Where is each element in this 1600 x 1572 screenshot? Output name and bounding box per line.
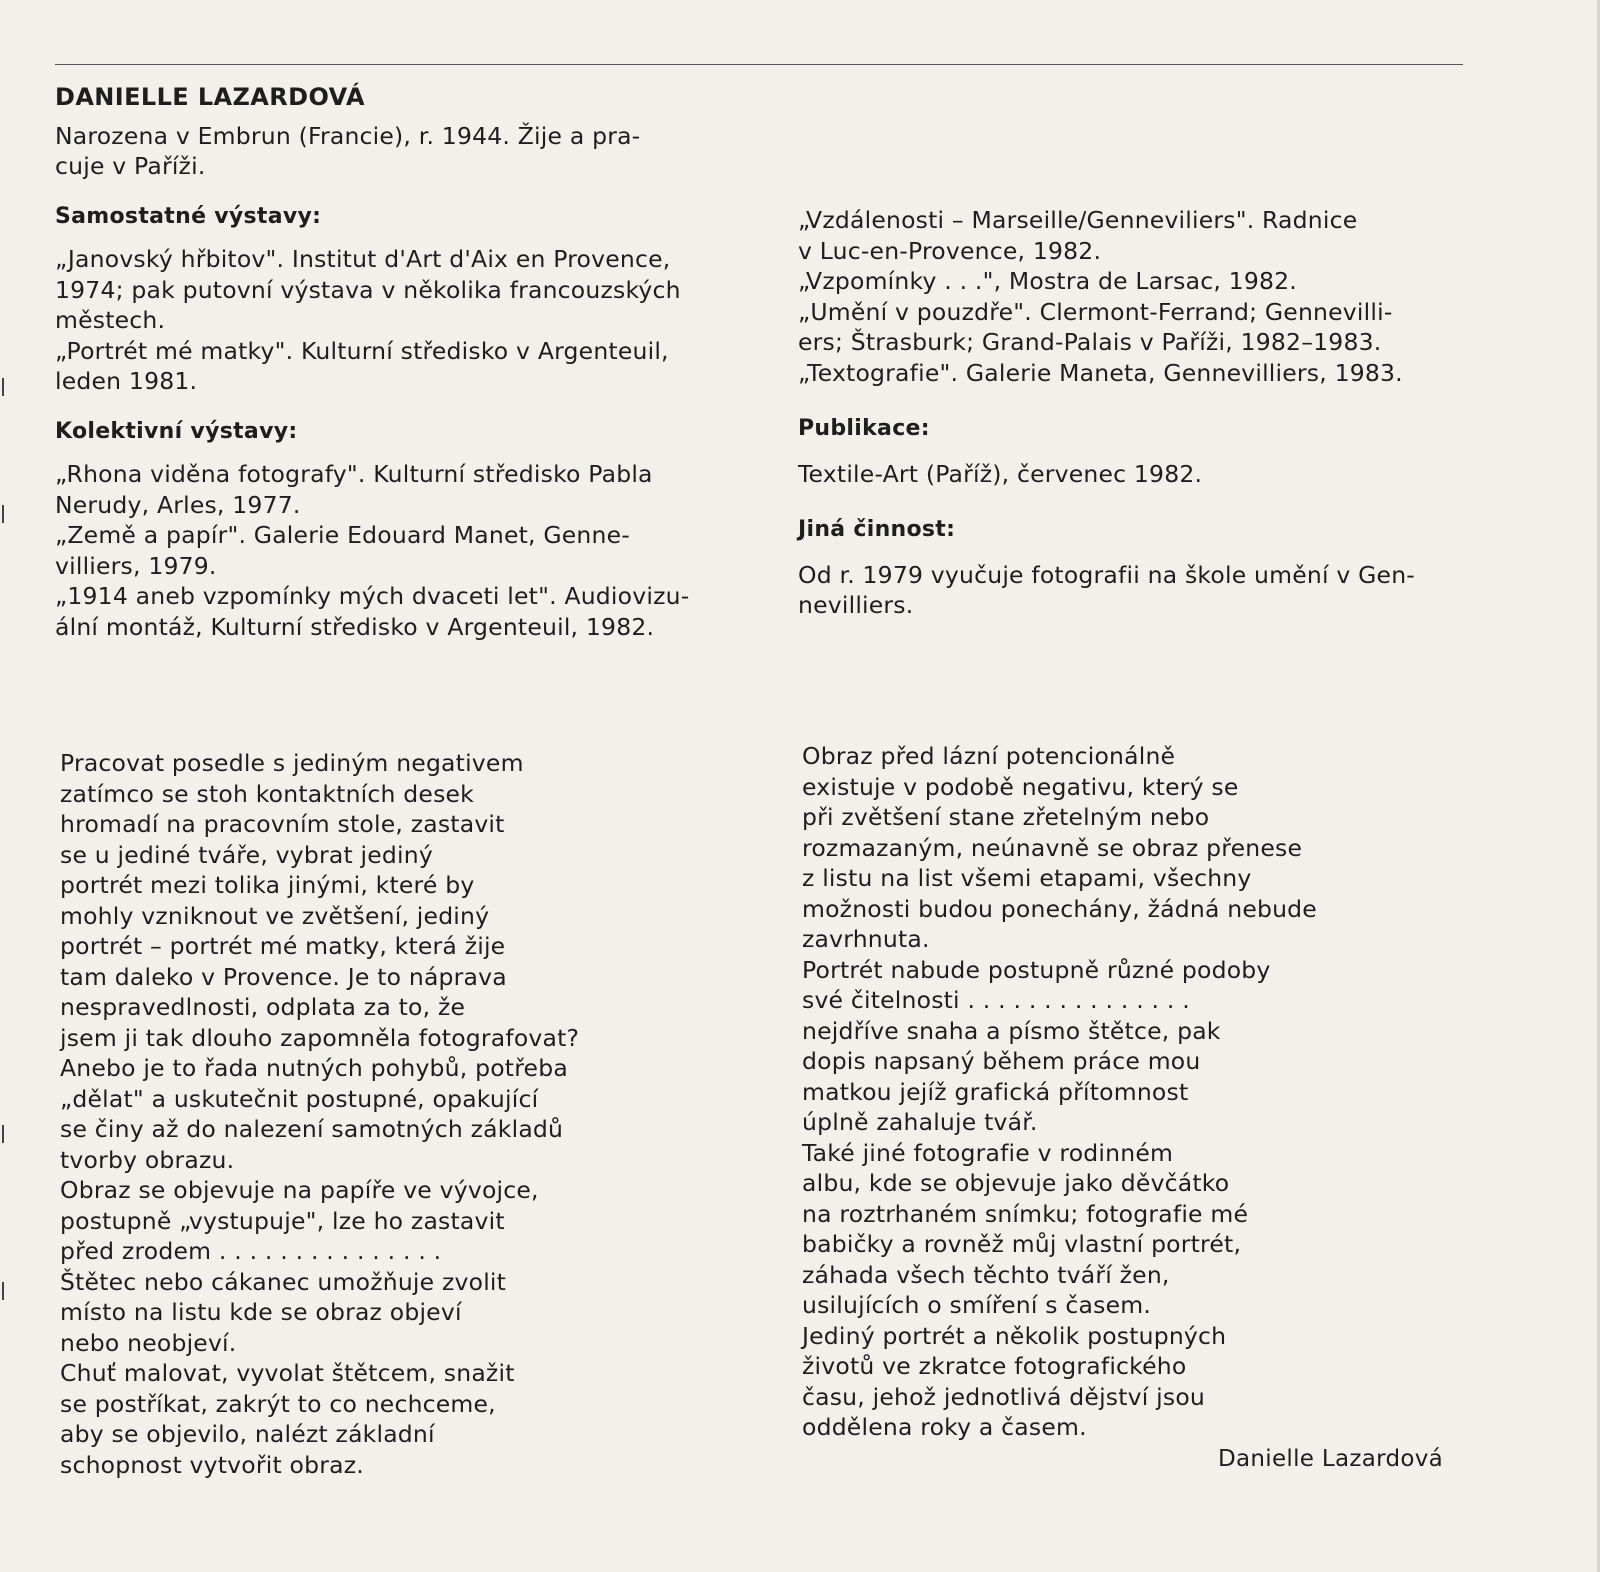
artist-name: DANIELLE LAZARDOVÁ [55,83,365,111]
bio-line: Narozena v Embrun (Francie), r. 1944. Žije a pra- [55,121,641,150]
top-rule [55,64,1463,65]
list-item: „Vzdálenosti – Marseille/Genneviliers". Radnice [798,206,1358,234]
binding-mark [2,1282,4,1300]
essay-line: rozmazaným, neúnavně se obraz přenese [802,833,1303,862]
solo-exhibitions-heading: Samostatné výstavy: [55,203,322,229]
essay-line: Pracovat posedle s jediným negativem [60,749,524,777]
essay-line: se u jediné tváře, vybrat jediný [60,840,433,869]
essay-line: portrét mezi tolika jinými, které by [60,871,475,899]
list-item: nevilliers. [798,591,914,619]
bio-line: cuje v Paříži. [55,152,206,180]
essay-line: Anebo je to řada nutných pohybů, potřeba [60,1054,568,1082]
other-activity-heading: Jiná činnost: [798,517,956,542]
list-item: „Země a papír". Galerie Edouard Manet, Genne- [55,521,630,549]
essay-line: schopnost vytvořit obraz. [60,1450,364,1479]
essay-line: Štětec nebo cákanec umožňuje zvolit [60,1267,507,1296]
list-item: v Luc-en-Provence, 1982. [798,236,1102,265]
essay-line: se činy až do nalezení samotných základů [60,1115,564,1143]
binding-mark [2,505,4,523]
essay-line: zavrhnuta. [802,925,930,953]
essay-line: nejdříve snaha a písmo štětce, pak [802,1016,1221,1045]
essay-line: existuje v podobě negativu, který se [802,772,1239,801]
list-item: „Janovský hřbitov". Institut d'Art d'Aix en Provence, [55,245,671,273]
list-item: Textile-Art (Paříž), červenec 1982. [798,459,1203,488]
signature: Danielle Lazardová [1218,1446,1444,1472]
group-exhibitions-list [55,459,727,642]
group-exhibitions-continued [798,205,1468,388]
essay-line: oddělena roky a časem. [802,1413,1087,1441]
essay-line: jsem ji tak dlouho zapomněla fotografovat? [60,1023,580,1052]
essay-line: úplně zahaluje tvář. [802,1108,1038,1136]
essay-line: z listu na list všemi etapami, všechny [802,864,1252,892]
essay-line: na roztrhaném snímku; fotografie mé [802,1199,1249,1228]
other-activity-text [798,560,1468,621]
essay-right-column [802,741,1502,1443]
group-exhibitions-heading: Kolektivní výstavy: [55,418,298,444]
list-item: „Umění v pouzdře". Clermont-Ferrand; Gennevilli- [798,297,1393,326]
essay-line: dopis napsaný během práce mou [802,1047,1201,1075]
essay-line: babičky a rovněž můj vlastní portrét, [802,1230,1242,1258]
essay-line: nespravedlnosti, odplata za to, že [60,993,466,1021]
list-item: ální montáž, Kulturní středisko v Argenteuil, 1982. [55,612,655,641]
essay-line: možnosti budou ponechány, žádná nebude [802,894,1317,923]
publications-list [798,459,1468,490]
essay-line: záhada všech těchto tváří žen, [802,1260,1170,1289]
essay-line: životů ve zkratce fotografického [802,1352,1187,1380]
essay-line: zatímco se stoh kontaktních desek [60,779,474,808]
binding-mark [2,1125,4,1143]
list-item: villiers, 1979. [55,551,217,580]
essay-line: tam daleko v Provence. Je to náprava [60,962,507,991]
binding-mark [2,378,4,396]
list-item: 1974; pak putovní výstava v několika francouzských [55,275,681,304]
essay-line: Obraz před lázní potencionálně [802,742,1176,770]
list-item: „1914 aneb vzpomínky mých dvaceti let". Audiovizu- [55,582,690,610]
biography-right-column [798,205,1468,621]
list-item: Od r. 1979 vyučuje fotografii na škole umění v Gen- [798,560,1415,589]
essay-line: před zrodem . . . . . . . . . . . . . . . [60,1237,442,1265]
essay-line: své čitelnosti . . . . . . . . . . . . . . . [802,986,1190,1014]
bio [55,121,727,182]
essay-line: Portrét nabude postupně různé podoby [802,955,1271,984]
essay-line: Jediný portrét a několik postupných [802,1321,1227,1350]
essay-line: Také jiné fotografie v rodinném [802,1138,1174,1167]
list-item: „Vzpomínky . . .", Mostra de Larsac, 1982. [798,267,1297,295]
essay-line: místo na listu kde se obraz objeví [60,1298,462,1326]
list-item: leden 1981. [55,367,198,395]
solo-exhibitions-list [55,244,727,397]
essay-line: albu, kde se objevuje jako děvčátko [802,1169,1230,1197]
list-item: „Rhona viděna fotografy". Kulturní středisko Pabla [55,460,653,488]
biography-left-column [55,82,727,642]
list-item: ers; Štrasburk; Grand-Palais v Paříži, 1982–1983. [798,328,1382,356]
list-item: „Portrét mé matky". Kulturní středisko v Argenteuil, [55,336,669,365]
publications-heading: Publikace: [798,416,930,441]
essay-line: hromadí na pracovním stole, zastavit [60,810,505,838]
essay-line: postupně „vystupuje", lze ho zastavit [60,1206,505,1235]
essay-line: matkou jejíž grafická přítomnost [802,1077,1189,1106]
essay-line: tvorby obrazu. [60,1145,235,1174]
essay-line: portrét – portrét mé matky, která žije [60,932,506,960]
list-item: městech. [55,306,166,334]
essay-line: Chuť malovat, vyvolat štětcem, snažit [60,1359,515,1387]
list-item: „Textografie". Galerie Maneta, Gennevilliers, 1983. [798,358,1403,387]
essay-line: mohly vzniknout ve zvětšení, jediný [60,901,490,930]
essay-line: při zvětšení stane zřetelným nebo [802,803,1210,831]
list-item: Nerudy, Arles, 1977. [55,490,301,519]
essay-line: usilujících o smíření s časem. [802,1291,1151,1319]
essay-left-column [60,748,740,1480]
essay-line: času, jehož jednotlivá dějství jsou [802,1382,1206,1411]
essay-line: se postříkat, zakrýt to co nechceme, [60,1389,496,1418]
essay-line: aby se objevilo, nalézt základní [60,1420,435,1448]
essay-line: nebo neobjeví. [60,1328,237,1357]
essay-line: Obraz se objevuje na papíře ve vývojce, [60,1176,539,1204]
essay-line: „dělat" a uskutečnit postupné, opakující [60,1084,539,1113]
